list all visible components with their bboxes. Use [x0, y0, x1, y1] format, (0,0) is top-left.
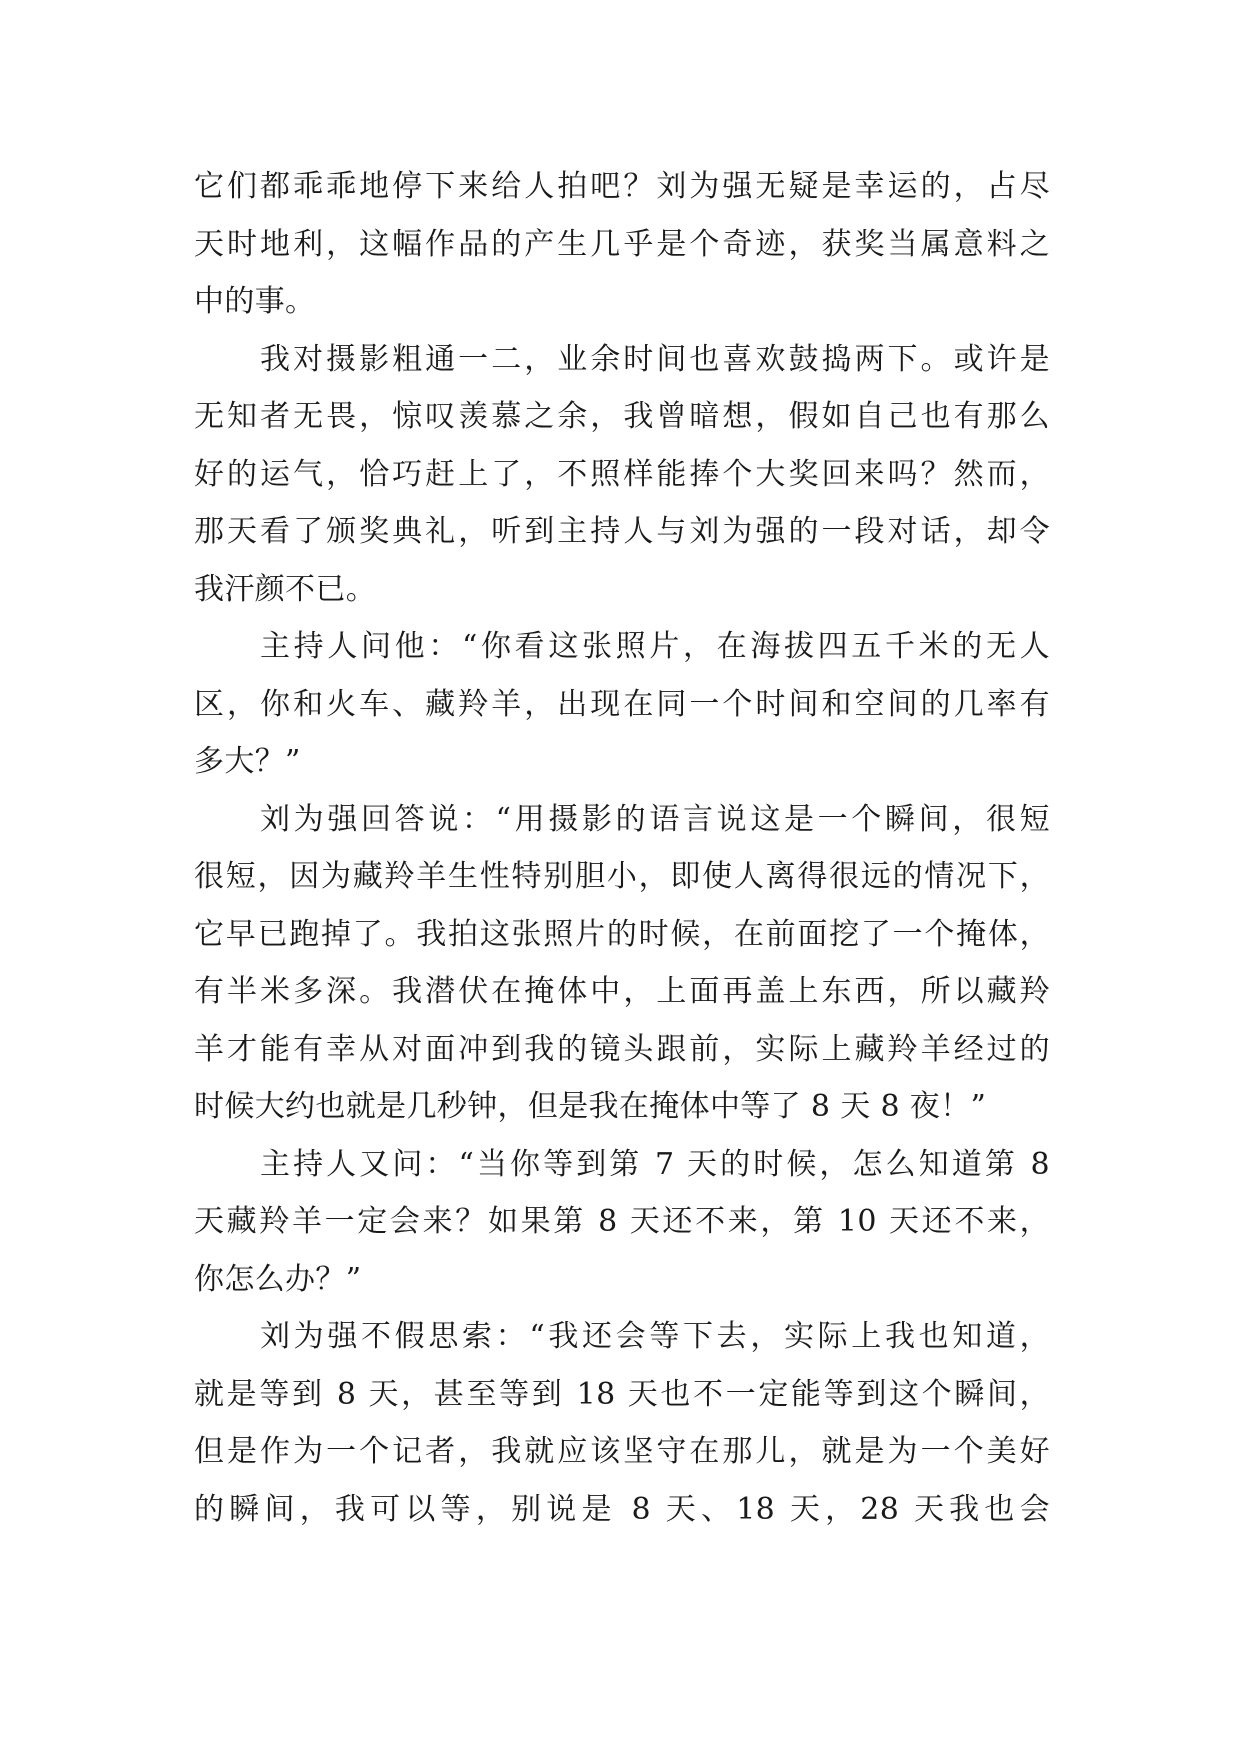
text-line: 我汗颜不已。 [194, 571, 377, 607]
text-line: 那天看了颁奖典礼，听到主持人与刘为强的一段对话，却令 [194, 514, 1050, 549]
document-page [194, 158, 1050, 1538]
text-line: 天时地利，这幅作品的产生几乎是个奇迹，获奖当属意料之 [194, 226, 1050, 262]
text-line: 羊才能有幸从对面冲到我的镜头跟前，实际上藏羚羊经过的 [194, 1031, 1050, 1067]
paragraph-first-line: 主持人问他：“你看这张照片，在海拔四五千米的无人 [260, 629, 1050, 664]
text-line: 它们都乖乖地停下来给人拍吧？刘为强无疑是幸运的，占尽 [194, 169, 1050, 204]
paragraph-first-line: 主持人又问：“当你等到第 7 天的时候，怎么知道第 8 [260, 1146, 1050, 1182]
text-line: 很短，因为藏羚羊生性特别胆小，即使人离得很远的情况下， [194, 859, 1050, 894]
text-line: 有半米多深。我潜伏在掩体中，上面再盖上东西，所以藏羚 [194, 974, 1050, 1009]
text-line: 好的运气，恰巧赶上了，不照样能捧个大奖回来吗？然而， [194, 456, 1050, 492]
paragraph-first-line: 刘为强不假思索：“我还会等下去，实际上我也知道， [260, 1319, 1050, 1354]
paragraph-first-line: 刘为强回答说：“用摄影的语言说这是一个瞬间，很短 [260, 801, 1050, 837]
text-line: 就是等到 8 天，甚至等到 18 天也不一定能等到这个瞬间， [194, 1376, 1050, 1412]
paragraph-first-line: 我对摄影粗通一二，业余时间也喜欢鼓捣两下。或许是 [260, 341, 1050, 377]
text-line: 天藏羚羊一定会来？如果第 8 天还不来，第 10 天还不来， [194, 1204, 1050, 1239]
text-line: 时候大约也就是几秒钟，但是我在掩体中等了 8 天 8 夜！” [194, 1089, 987, 1124]
text-line: 无知者无畏，惊叹羡慕之余，我曾暗想，假如自己也有那么 [194, 399, 1050, 434]
text-line: 的瞬间，我可以等，别说是 8 天、18 天，28 天我也会 [194, 1491, 1050, 1527]
text-line: 中的事。 [194, 284, 316, 319]
text-line: 它早已跑掉了。我拍这张照片的时候，在前面挖了一个掩体， [194, 916, 1050, 952]
text-line: 多大？” [194, 744, 301, 779]
text-line: 你怎么办？” [194, 1261, 362, 1297]
text-line: 区，你和火车、藏羚羊，出现在同一个时间和空间的几率有 [194, 686, 1050, 722]
text-line: 但是作为一个记者，我就应该坚守在那儿，就是为一个美好 [194, 1434, 1050, 1469]
